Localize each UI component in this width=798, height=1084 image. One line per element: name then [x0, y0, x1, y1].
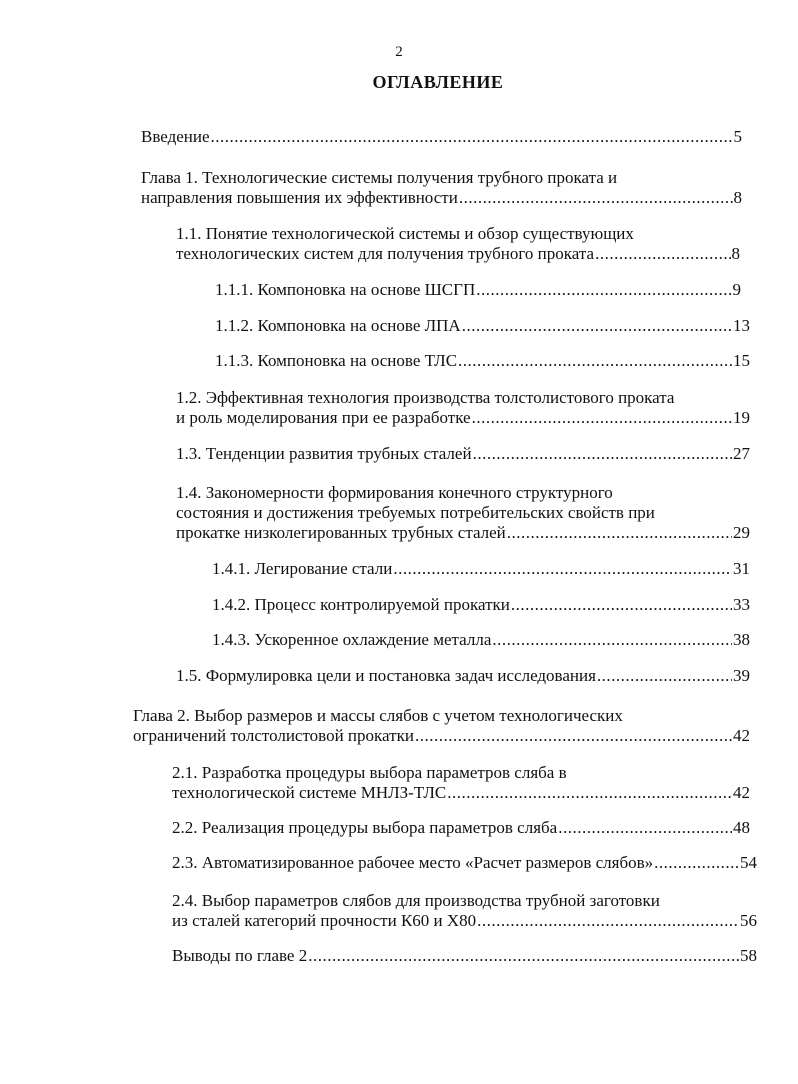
toc-entry-text: 1.4.2. Процесс контролируемой прокатки	[212, 595, 510, 614]
toc-page-number: 33	[733, 595, 750, 614]
toc-entry-1-3	[176, 444, 750, 464]
toc-entry-text: 1.4.1. Легирование стали	[212, 559, 393, 578]
toc-entry-text: состояния и достижения требуемых потребительских свойств при	[176, 503, 655, 522]
toc-entry-1-4-2	[212, 595, 750, 615]
toc-page-number: 29	[733, 523, 750, 542]
toc-page-number: 8	[731, 244, 740, 263]
toc-entry-1-1-1	[215, 280, 741, 300]
toc-entry-1-4-1	[212, 559, 750, 579]
toc-entry-text: 1.2. Эффективная технология производства толстолистового проката	[176, 388, 675, 407]
toc-entry-text: 2.3. Автоматизированное рабочее место «Расчет размеров слябов»	[172, 853, 654, 872]
toc-page-number: 27	[733, 444, 750, 463]
toc-entry-text: 1.1.1. Компоновка на основе ШСГП	[215, 280, 476, 299]
toc-entry-text: ограничений толстолистовой прокатки	[133, 726, 414, 745]
page-title: ОГЛАВЛЕНИЕ	[372, 72, 504, 92]
toc-page-number: 54	[740, 853, 757, 872]
toc-entry-text: направления повышения их эффективности	[141, 188, 458, 207]
toc-page-number: 15	[733, 351, 750, 370]
toc-entry-text: 2.4. Выбор параметров слябов для производства трубной заготовки	[172, 891, 660, 910]
toc-entry-text: 1.1.2. Компоновка на основе ЛПА	[215, 316, 461, 335]
toc-page-number: 38	[733, 630, 750, 649]
toc-entry-1-1	[176, 224, 740, 264]
toc-entry-text: прокатке низколегированных трубных сталей	[176, 523, 506, 542]
toc-page-number: 58	[740, 946, 757, 965]
toc-entry-1-1-2	[215, 316, 750, 336]
toc-entry-text: 1.5. Формулировка цели и постановка задач исследования	[176, 666, 596, 685]
toc-entry-text: 2.2. Реализация процедуры выбора параметров сляба	[172, 818, 558, 837]
toc-entry-2-4	[172, 891, 757, 931]
page-number: 2	[395, 44, 403, 60]
toc-entry-intro	[141, 127, 742, 147]
toc-page-number: 48	[733, 818, 750, 837]
toc-entry-text: 1.1. Понятие технологической системы и обзор существующих	[176, 224, 634, 243]
toc-entry-2-1	[172, 763, 750, 803]
toc-page-number: 31	[733, 559, 750, 578]
toc-entry-conclusions-2	[172, 946, 757, 966]
toc-entry-2-2	[172, 818, 750, 838]
toc-entry-text: 1.3. Тенденции развития трубных сталей	[176, 444, 472, 463]
toc-entry-1-1-3	[215, 351, 750, 371]
toc-page-number: 13	[733, 316, 750, 335]
toc-page-number: 19	[733, 408, 750, 427]
toc-entry-text: технологической системе МНЛЗ-ТЛС	[172, 783, 447, 802]
toc-entry-1-2	[176, 388, 750, 428]
toc-entry-2-3	[172, 853, 757, 873]
toc-entry-chapter-1	[141, 168, 742, 208]
toc-entry-text: Введение	[141, 127, 210, 146]
toc-page-number: 9	[732, 280, 741, 299]
toc-page-number: 42	[733, 726, 750, 745]
toc-page-number: 39	[733, 666, 750, 685]
toc-entry-text: 2.1. Разработка процедуры выбора параметров сляба в	[172, 763, 567, 782]
toc-entry-text: Глава 2. Выбор размеров и массы слябов с учетом технологических	[133, 706, 623, 725]
toc-entry-1-4	[176, 483, 750, 543]
toc-entry-text: Выводы по главе 2	[172, 946, 308, 965]
toc-entry-text: 1.1.3. Компоновка на основе ТЛС	[215, 351, 458, 370]
toc-entry-text: 1.4.3. Ускоренное охлаждение металла	[212, 630, 492, 649]
toc-entry-text: технологических систем для получения трубного проката	[176, 244, 595, 263]
toc-entry-1-5	[176, 666, 750, 686]
toc-page-number: 42	[733, 783, 750, 802]
toc-page-number: 8	[733, 188, 742, 207]
toc-entry-chapter-2	[133, 706, 750, 746]
toc-entry-text: из сталей категорий прочности К60 и Х80	[172, 911, 477, 930]
toc-page-number: 5	[733, 127, 742, 146]
toc-entry-text: Глава 1. Технологические системы получения трубного проката и	[141, 168, 618, 187]
toc-entry-text: и роль моделирования при ее разработке	[176, 408, 471, 427]
toc-entry-1-4-3	[212, 630, 750, 650]
toc-page-number: 56	[740, 911, 757, 930]
toc-entry-text: 1.4. Закономерности формирования конечного структурного	[176, 483, 613, 502]
